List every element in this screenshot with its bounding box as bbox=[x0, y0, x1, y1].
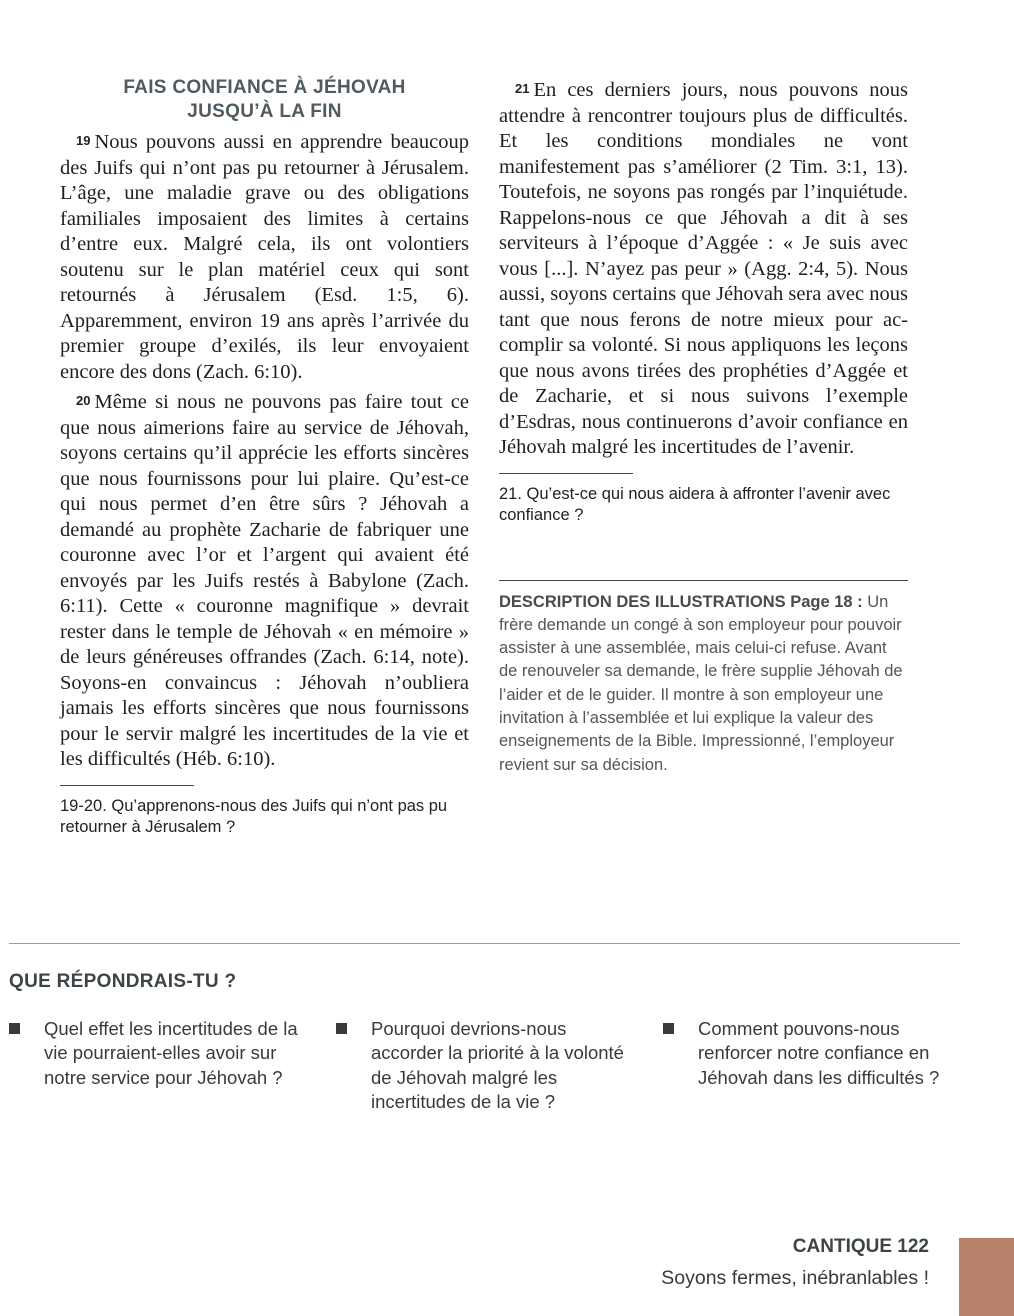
question-text: Qu’est-ce qui nous aidera à affronter l’avenir avec confiance ? bbox=[499, 484, 891, 524]
study-question-19-20 bbox=[60, 796, 469, 838]
divider bbox=[499, 473, 633, 474]
paragraph-text: Même si nous ne pouvons pas faire tout ce que nous aimerions faire au service de Jéhovah, soyons certains qu’il apprécie les efforts sincères que nous fournissons pour lui plaire. Qu’est-ce qui nous permet d’en être sûrs ? Jéhovah a demandé au prophète Zacharie de fabriquer une couronne avec l’or et l’argent qui avaient été envoyés par les Juifs restés à Babylone (Zach. 6:11). Cette « couronne magnifique » devrait rester dans le temple de Jéhovah « en mémoire » de leurs généreuses offrandes (Zach. 6:14, note). Soyons-en convaincus : Jéhovah n’oubliera jamais les efforts sincères que nous fournissons pour le servir malgré les incertitudes de la vie et les difficultés (Héb. 6:10). bbox=[60, 391, 469, 770]
section-divider bbox=[9, 943, 960, 944]
section-heading bbox=[60, 76, 469, 124]
square-bullet-icon bbox=[9, 1023, 20, 1034]
section-heading-line1: FAIS CONFIANCE À JÉHOVAH bbox=[123, 77, 406, 98]
paragraph-21 bbox=[499, 76, 908, 461]
review-question bbox=[336, 1017, 626, 1114]
question-text: Qu’apprenons-nous des Juifs qui n’ont pas pu retourner à Jérusalem ? bbox=[60, 796, 448, 836]
review-question bbox=[9, 1017, 299, 1090]
paragraph-number: 19 bbox=[76, 133, 91, 148]
square-bullet-icon bbox=[336, 1023, 347, 1034]
corner-accent-block bbox=[959, 1238, 1014, 1316]
paragraph-number: 21 bbox=[515, 81, 530, 96]
song-label: CANTIQUE 122 bbox=[792, 1236, 929, 1257]
section-heading-line2: JUSQU’À LA FIN bbox=[187, 101, 342, 122]
paragraph-number: 20 bbox=[76, 393, 91, 408]
divider bbox=[60, 785, 194, 786]
paragraph-text: En ces derniers jours, nous pouvons nous attendre à rencontrer toujours plus de difficultés. Et les conditions mondiales ne vont manifestement pas s’améliorer (2 Tim. 3:1, 13). Toutefois, ne soyons pas rongés par l’inquiétude. Rappelons-nous ce que Jéhovah a dit à ses serviteurs à l’époque d’Aggée : « Je suis avec vous [...]. N’ayez pas peur » (Agg. 2:4, 5). Nous aussi, soyons certains que Jéhovah sera avec nous tant que nous ferons de notre mieux pour accomplir sa volonté. Si nous appliquons les leçons que nous avons tirées des prophéties d’Aggée et de Zacharie, et si nous suivons l’exemple d’Esdras, nous continuerons d’avoir confiance en Jéhovah malgré les incertitudes de l’avenir. bbox=[499, 79, 908, 458]
square-bullet-icon bbox=[663, 1023, 674, 1034]
review-question-text: Quel effet les incertitudes de la vie pourraient-elles avoir sur notre service pour Jéhovah ? bbox=[44, 1018, 298, 1088]
left-column bbox=[60, 76, 469, 838]
illustration-description-label: DESCRIPTION DES ILLUSTRATIONS Page 18 : bbox=[499, 592, 863, 611]
paragraph-20 bbox=[60, 388, 469, 773]
paragraph-19 bbox=[60, 128, 469, 385]
review-title: QUE RÉPONDRAIS-TU ? bbox=[9, 971, 237, 992]
paragraph-text: Nous pouvons aussi en apprendre beaucoup des Juifs qui n’ont pas pu retourner à Jérusalem. L’âge, une maladie grave ou des obligations familiales imposaient des limites à certains d’entre eux. Malgré cela, ils ont volontiers soutenu sur le plan matériel ceux qui sont retournés à Jérusalem (Esd. 1:5, 6). Apparemment, environ 19 ans après l’arrivée du premier groupe d’exilés, ils leur envoyaient encore des dons (Zach. 6:10). bbox=[60, 131, 469, 383]
right-column bbox=[499, 76, 908, 777]
review-question-text: Comment pouvons-nous renforcer notre confiance en Jéhovah dans les difficultés ? bbox=[698, 1018, 940, 1088]
study-question-21 bbox=[499, 484, 908, 526]
illustration-description-text: Un frère demande un congé à son employeur pour pouvoir assister à une assemblée, mais celui-ci refuse. Avant de renouveler sa demande, le frère supplie Jéhovah de l’aider et de le guider. Il montre à son employeur une invitation à l’assemblée et lui explique la valeur des enseignements de la Bible. Impressionné, l’employeur revient sur sa décision. bbox=[499, 592, 903, 774]
question-number: 19-20. bbox=[60, 796, 107, 815]
review-question-text: Pourquoi devrions-nous accorder la priorité à la volonté de Jéhovah malgré les incertitudes de la vie ? bbox=[371, 1018, 624, 1112]
question-number: 21. bbox=[499, 484, 522, 503]
divider bbox=[499, 580, 908, 581]
review-question bbox=[663, 1017, 953, 1090]
song-title: Soyons fermes, inébranlables ! bbox=[661, 1267, 929, 1289]
illustration-description bbox=[499, 591, 908, 777]
